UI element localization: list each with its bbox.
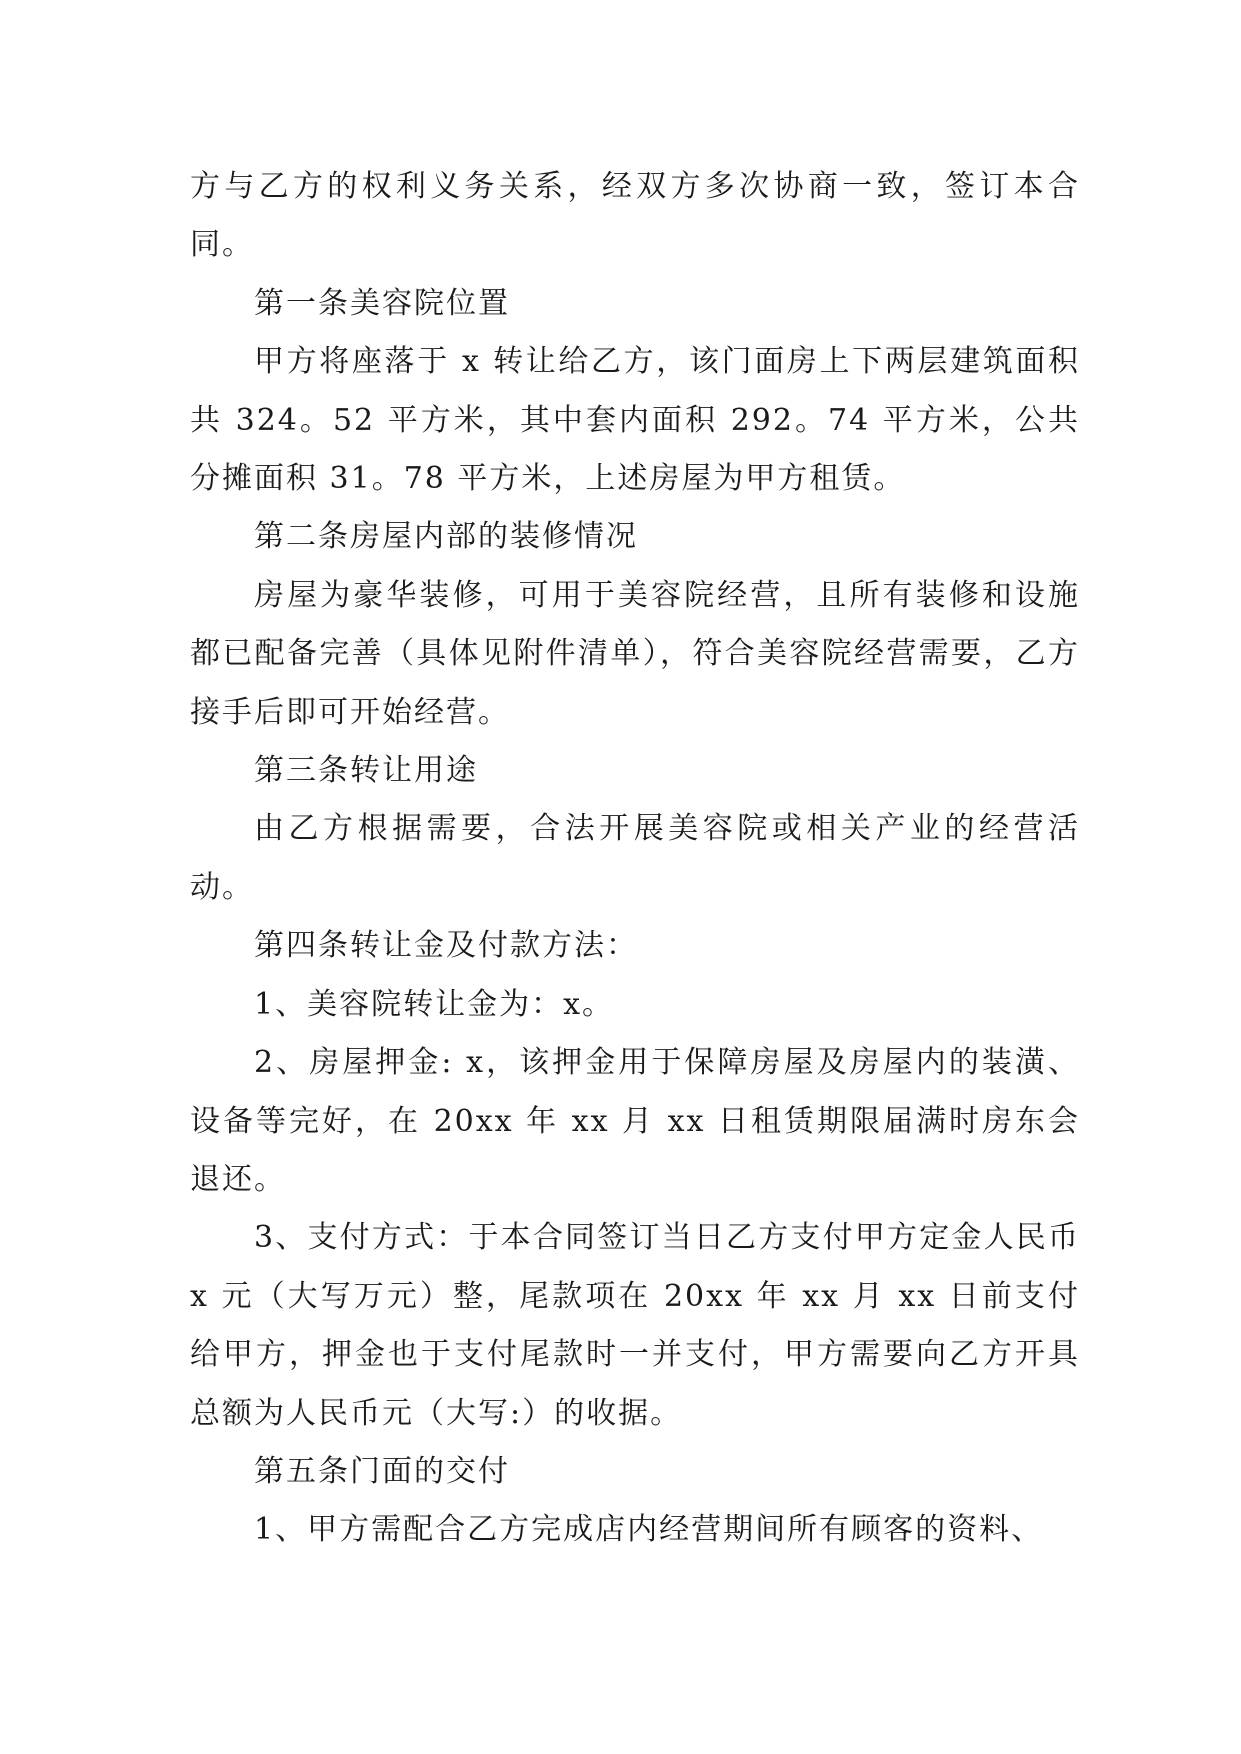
- paragraph-article-4-item-1: 1、美容院转让金为：x。: [254, 986, 615, 1022]
- paragraph-article-2: 房屋为豪华装修，可用于美容院经营，且所有装修和设施都已配备完善（具体见附件清单），符合美容院经营需要，乙方接手后即可开始经营。: [190, 577, 1080, 730]
- paragraph-article-4-item-2: 2、房屋押金: x，该押金用于保障房屋及房屋内的装潢、设备等完好，在 20xx 年 xx 月 xx 日租赁期限届满时房东会退还。: [190, 1045, 1080, 1197]
- paragraph-article-1: 甲方将座落于 x 转让给乙方，该门面房上下两层建筑面积共 324。52 平方米，其中套内面积 292。74 平方米，公共分摊面积 31。78 平方米，上述房屋为甲方租赁。: [190, 344, 1080, 497]
- paragraph-intro-continuation: 方与乙方的权利义务关系，经双方多次协商一致，签订本合同。: [190, 169, 1080, 263]
- heading-article-2: 第二条房屋内部的装修情况: [254, 519, 638, 555]
- paragraph-article-4-item-3: 3、支付方式：于本合同签订当日乙方支付甲方定金人民币 x 元（大写万元）整，尾款项在 20xx 年 xx 月 xx 日前支付给甲方，押金也于支付尾款时一并支付，甲方需要向乙方开具总额为人民币元（大写:）的收据。: [190, 1220, 1080, 1431]
- paragraph-article-3: 由乙方根据需要，合法开展美容院或相关产业的经营活动。: [190, 811, 1080, 905]
- document-body: [190, 158, 1080, 1560]
- heading-article-4: 第四条转让金及付款方法：: [254, 928, 638, 964]
- heading-article-5: 第五条门面的交付: [254, 1453, 510, 1489]
- paragraph-article-5-item-1: 1、甲方需配合乙方完成店内经营期间所有顾客的资料、: [254, 1512, 1044, 1548]
- heading-article-1: 第一条美容院位置: [254, 285, 510, 321]
- heading-article-3: 第三条转让用途: [254, 753, 478, 789]
